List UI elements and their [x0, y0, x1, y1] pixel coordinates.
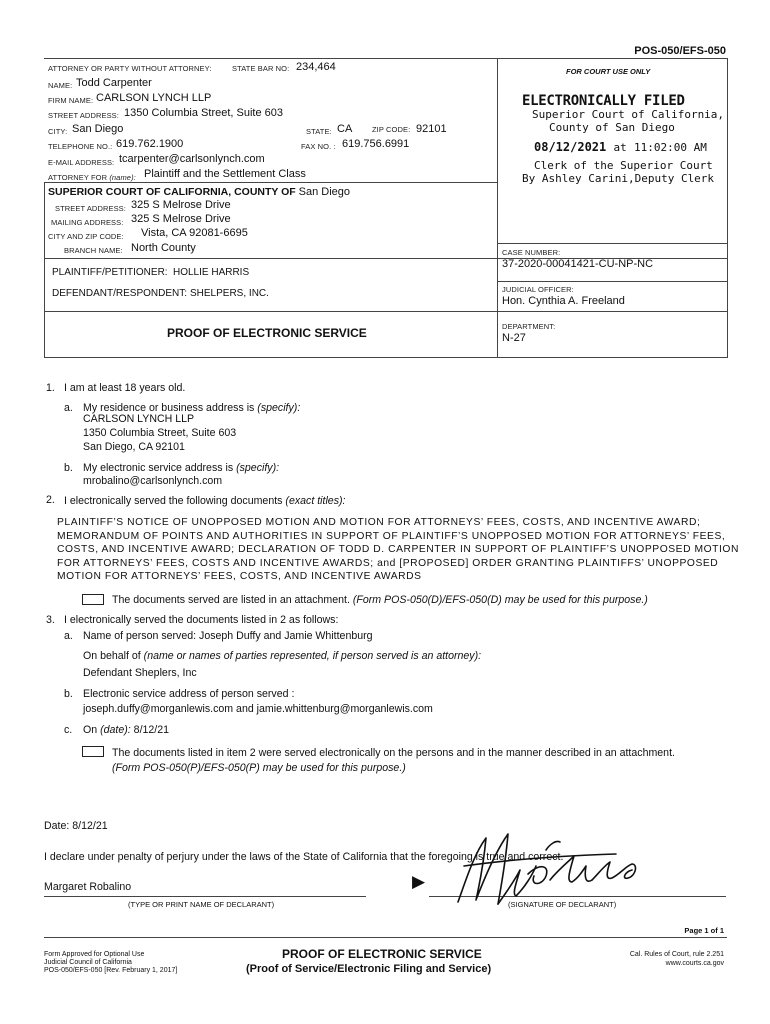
- header-right-border: [727, 58, 728, 358]
- item3b-letter: b.: [64, 688, 73, 700]
- item3c-italic: (date):: [100, 724, 131, 736]
- fax-label: FAX NO. :: [301, 142, 336, 151]
- document-titles-block: [57, 516, 747, 584]
- state-label: STATE:: [306, 127, 332, 136]
- header-left-border: [44, 182, 45, 358]
- header-divider: [497, 58, 498, 358]
- plaintiff-value: HOLLIE HARRIS: [173, 267, 250, 278]
- court-cityzip-value: Vista, CA 92081-6695: [141, 227, 248, 239]
- item3a-value: Joseph Duffy and Jamie Whittenburg: [199, 630, 373, 642]
- item3b-text: Electronic service address of person served :: [83, 688, 295, 700]
- item1a-line2: 1350 Columbia Street, Suite 603: [83, 427, 237, 439]
- department-value: N-27: [502, 332, 526, 344]
- attachment-p-italic: (Form POS-050(P)/EFS-050(P) may be used for this purpose.): [112, 762, 406, 774]
- firm-label: FIRM NAME:: [48, 96, 94, 105]
- case-number-label: CASE NUMBER:: [502, 248, 561, 257]
- footer-left-line3: POS-050/EFS-050 [Rev. February 1, 2017]: [44, 967, 178, 974]
- item3c-text-main: On: [83, 724, 98, 736]
- item3-number: 3.: [46, 614, 55, 626]
- footer-title: PROOF OF ELECTRONIC SERVICE: [282, 947, 482, 961]
- date-label: Date:: [44, 820, 70, 832]
- judicial-officer-value: Hon. Cynthia A. Freeland: [502, 295, 625, 307]
- attachment-d-text-main: The documents served are listed in an attachment.: [112, 594, 350, 606]
- stamp-date-line: [534, 140, 707, 154]
- document-title-line: MEMORANDUM OF POINTS AND AUTHORITIES IN SUPPORT OF PLAINTIFF’S UNOPPOSED MOTION FOR ATTORNEYS’ FEES,: [57, 530, 726, 542]
- item1b-text-main: My electronic service address is: [83, 462, 234, 474]
- signature-scribble: [446, 830, 656, 920]
- footer-rule: [44, 937, 727, 938]
- court-use-label: FOR COURT USE ONLY: [566, 67, 651, 76]
- firm-name: CARLSON LYNCH LLP: [96, 92, 212, 104]
- zip-label: ZIP CODE:: [372, 125, 411, 134]
- item1a-line1: CARLSON LYNCH LLP: [83, 413, 195, 425]
- footer-left-line1: Form Approved for Optional Use: [44, 951, 145, 958]
- footer-subtitle: (Proof of Service/Electronic Filing and Service): [246, 963, 492, 975]
- state-value: CA: [337, 123, 353, 135]
- attorney-for-label: [48, 173, 136, 182]
- date-line: [44, 820, 108, 832]
- document-title-line: PLAINTIFF’S NOTICE OF UNOPPOSED MOTION AND MOTION FOR ATTORNEYS’ FEES, COSTS, AND INCENTIVE AWARD;: [57, 517, 701, 528]
- street-value: 1350 Columbia Street, Suite 603: [124, 107, 283, 119]
- item2-number: 2.: [46, 494, 55, 506]
- attorney-for-label-text: ATTORNEY FOR: [48, 173, 108, 182]
- attachment-p-checkbox[interactable]: [82, 746, 104, 757]
- declarant-name: Margaret Robalino: [44, 881, 132, 893]
- footer-website-link[interactable]: www.courts.ca.gov: [665, 960, 724, 967]
- case-number-value: 37-2020-00041421-CU-NP-NC: [502, 258, 654, 270]
- case-sub-rule-1: [497, 243, 727, 244]
- fax-value: 619.756.6991: [342, 138, 410, 150]
- declarant-name-rule: [44, 896, 366, 897]
- defendant-value: SHELPERS, INC.: [190, 288, 269, 299]
- item1b-value: mrobalino@carlsonlynch.com: [83, 475, 223, 487]
- attachment-d-text: [112, 594, 648, 606]
- stamp-electronically-filed: ELECTRONICALLY FILED: [522, 93, 685, 109]
- item3a-text-main: Name of person served:: [83, 630, 197, 642]
- item3c-letter: c.: [64, 724, 73, 736]
- stamp-clerk-line: Clerk of the Superior Court: [534, 159, 713, 172]
- state-bar-number: 234,464: [296, 61, 336, 73]
- page-number: Page 1 of 1: [684, 926, 724, 935]
- item1a-letter: a.: [64, 402, 73, 414]
- header-bottom-rule: [44, 357, 727, 358]
- court-title-text: SUPERIOR COURT OF CALIFORNIA, COUNTY OF: [48, 186, 296, 198]
- court-county: San Diego: [298, 186, 351, 198]
- city-value: San Diego: [72, 123, 124, 135]
- footer-rule-reference: Cal. Rules of Court, rule 2.251: [629, 951, 724, 958]
- court-mailing-label: MAILING ADDRESS:: [51, 218, 124, 227]
- stamp-time: 11:02:00 AM: [633, 141, 707, 154]
- city-label: CITY:: [48, 127, 68, 136]
- state-bar-label: STATE BAR NO:: [232, 64, 290, 73]
- court-cityzip-label: CITY AND ZIP CODE:: [48, 232, 124, 241]
- zip-value: 92101: [416, 123, 447, 135]
- declarant-name-caption: (TYPE OR PRINT NAME OF DECLARANT): [128, 900, 275, 909]
- item1a-text-main: My residence or business address is: [83, 402, 255, 414]
- item1-text: I am at least 18 years old.: [64, 382, 186, 394]
- court-top-rule: [44, 182, 497, 183]
- court-mailing-value: 325 S Melrose Drive: [131, 213, 231, 225]
- signature-arrow: ▶: [412, 872, 426, 891]
- behalf-text: [83, 650, 481, 662]
- attachment-d-checkbox[interactable]: [82, 594, 104, 605]
- court-branch-label: BRANCH NAME:: [64, 246, 123, 255]
- stamp-at: at: [613, 141, 627, 154]
- court-branch-value: North County: [131, 242, 196, 254]
- stamp-deputy-line: By Ashley Carini,Deputy Clerk: [522, 172, 715, 185]
- court-street-value: 325 S Melrose Drive: [131, 199, 231, 211]
- document-title: PROOF OF ELECTRONIC SERVICE: [167, 326, 367, 340]
- document-title-line: FOR ATTORNEYS’ FEES, COSTS AND INCENTIVE AWARDS; and [PROPOSED] ORDER GRANTING PLAINTIFFS’ UNOPPOSED: [57, 557, 719, 569]
- judicial-officer-label: JUDICIAL OFFICER:: [502, 285, 574, 294]
- attorney-label: ATTORNEY OR PARTY WITHOUT ATTORNEY:: [48, 64, 212, 73]
- stamp-court-line: Superior Court of California,: [532, 108, 725, 121]
- item2-text: [64, 495, 345, 507]
- item3a-letter: a.: [64, 630, 73, 642]
- attorney-name: Todd Carpenter: [76, 77, 152, 89]
- declaration-text: I declare under penalty of perjury under the laws of the State of California that the foregoing is true and correct.: [44, 851, 564, 863]
- title-top-rule: [44, 311, 727, 312]
- item3-text: I electronically served the documents listed in 2 as follows:: [64, 614, 339, 626]
- item3c-value: 8/12/21: [133, 724, 170, 736]
- stamp-county-line: County of San Diego: [549, 121, 675, 134]
- telephone-label: TELEPHONE NO.:: [48, 142, 113, 151]
- footer-left-line2: Judicial Council of California: [44, 959, 132, 966]
- item1a-line3: San Diego, CA 92101: [83, 441, 185, 453]
- court-title: [48, 186, 350, 198]
- stamp-date: 08/12/2021: [534, 140, 607, 154]
- behalf-text-main: On behalf of: [83, 650, 141, 662]
- attorney-for-value: Plaintiff and the Settlement Class: [144, 168, 306, 180]
- item1-number: 1.: [46, 382, 55, 394]
- case-sub-rule-2: [497, 281, 727, 282]
- attorney-for-name-label: (name):: [109, 173, 136, 182]
- item2-text-main: I electronically served the following documents: [64, 495, 283, 507]
- email-value: tcarpenter@carlsonlynch.com: [119, 153, 265, 165]
- item1a-specify: (specify):: [257, 402, 301, 414]
- name-label: NAME:: [48, 81, 73, 90]
- court-street-label: STREET ADDRESS:: [55, 204, 126, 213]
- email-label: E-MAIL ADDRESS:: [48, 158, 115, 167]
- item3a-text: [83, 630, 373, 642]
- plaintiff-label: PLAINTIFF/PETITIONER:: [52, 267, 168, 278]
- department-label: DEPARTMENT:: [502, 322, 556, 331]
- attachment-p-text: The documents listed in item 2 were served electronically on the persons and in the manner described in an attachment.: [112, 747, 675, 759]
- item1b-text: [83, 462, 279, 474]
- form-id: POS-050/EFS-050: [634, 45, 726, 57]
- date-value: 8/12/21: [72, 820, 108, 832]
- street-label: STREET ADDRESS:: [48, 111, 119, 120]
- telephone-value: 619.762.1900: [116, 138, 184, 150]
- item3c-text: [83, 724, 169, 736]
- document-title-line: COSTS, AND INCENTIVE AWARD; DECLARATION OF TODD D. CARPENTER IN SUPPORT OF PLAINTIFF’S UNOPPOSED MOTION: [57, 544, 739, 556]
- attachment-d-italic: (Form POS-050(D)/EFS-050(D) may be used for this purpose.): [352, 594, 648, 606]
- item2-exact: (exact titles):: [285, 495, 346, 507]
- signature-caption: (SIGNATURE OF DECLARANT): [508, 900, 617, 909]
- behalf-italic: (name or names of parties represented, if person served is an attorney):: [143, 650, 482, 662]
- item1b-letter: b.: [64, 462, 73, 474]
- document-title-line: MOTION FOR ATTORNEYS’ FEES, COSTS, AND INCENTIVE AWARDS: [57, 571, 422, 583]
- defendant-label: DEFENDANT/RESPONDENT:: [52, 288, 188, 299]
- behalf-value: Defendant Sheplers, Inc: [83, 667, 197, 679]
- header-top-rule: [44, 58, 727, 59]
- item3b-value: joseph.duffy@morganlewis.com and jamie.whittenburg@morganlewis.com: [83, 703, 433, 715]
- item1b-specify: (specify):: [236, 462, 280, 474]
